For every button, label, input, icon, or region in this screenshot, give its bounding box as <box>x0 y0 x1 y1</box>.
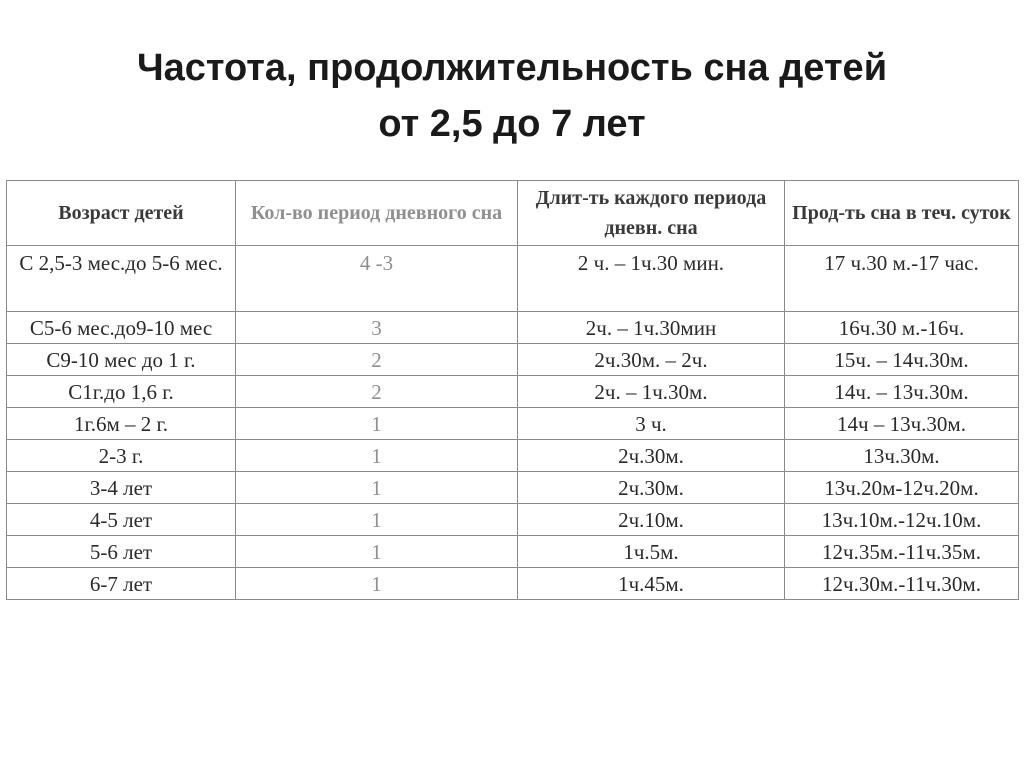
cell-age: 1г.6м – 2 г. <box>7 408 236 440</box>
cell-age: С 2,5-3 мес.до 5-6 мес. <box>7 246 236 312</box>
cell-age: 5-6 лет <box>7 536 236 568</box>
table-row <box>7 568 1019 600</box>
sleep-table-container <box>6 180 1018 600</box>
cell-nap-count: 1 <box>236 536 518 568</box>
cell-nap-duration: 2ч.30м. <box>518 472 785 504</box>
cell-age: 3-4 лет <box>7 472 236 504</box>
table-row <box>7 246 1019 312</box>
cell-nap-count: 2 <box>236 376 518 408</box>
table-row <box>7 440 1019 472</box>
cell-nap-duration: 3 ч. <box>518 408 785 440</box>
cell-daily-sleep: 15ч. – 14ч.30м. <box>785 344 1019 376</box>
cell-daily-sleep: 16ч.30 м.-16ч. <box>785 312 1019 344</box>
cell-nap-duration: 2ч.10м. <box>518 504 785 536</box>
title-line-1: Частота, продолжительность сна детей <box>136 47 888 89</box>
cell-daily-sleep: 17 ч.30 м.-17 час. <box>785 246 1019 312</box>
cell-nap-duration: 2ч.30м. – 2ч. <box>518 344 785 376</box>
header-nap-count: Кол-во период дневного сна <box>236 181 518 246</box>
cell-age: 6-7 лет <box>7 568 236 600</box>
cell-nap-duration: 1ч.45м. <box>518 568 785 600</box>
cell-nap-count: 3 <box>236 312 518 344</box>
cell-age: 4-5 лет <box>7 504 236 536</box>
cell-nap-count: 2 <box>236 344 518 376</box>
cell-daily-sleep: 14ч. – 13ч.30м. <box>785 376 1019 408</box>
table-row <box>7 408 1019 440</box>
cell-nap-count: 4 -3 <box>236 246 518 312</box>
cell-nap-count: 1 <box>236 472 518 504</box>
cell-daily-sleep: 13ч.20м-12ч.20м. <box>785 472 1019 504</box>
cell-nap-duration: 2ч.30м. <box>518 440 785 472</box>
title-line-2: от 2,5 до 7 лет <box>378 103 646 145</box>
cell-nap-count: 1 <box>236 568 518 600</box>
table-row <box>7 504 1019 536</box>
cell-daily-sleep: 12ч.30м.-11ч.30м. <box>785 568 1019 600</box>
cell-nap-duration: 2ч. – 1ч.30м. <box>518 376 785 408</box>
cell-age: 2-3 г. <box>7 440 236 472</box>
table-row <box>7 536 1019 568</box>
page-title <box>0 40 1024 152</box>
cell-age: С5-6 мес.до9-10 мес <box>7 312 236 344</box>
table-row <box>7 472 1019 504</box>
cell-nap-count: 1 <box>236 504 518 536</box>
table-row <box>7 312 1019 344</box>
cell-age: С9-10 мес до 1 г. <box>7 344 236 376</box>
cell-daily-sleep: 13ч.30м. <box>785 440 1019 472</box>
sleep-table <box>6 180 1019 600</box>
cell-age: С1г.до 1,6 г. <box>7 376 236 408</box>
cell-nap-count: 1 <box>236 408 518 440</box>
header-nap-duration: Длит-ть каждого периода дневн. сна <box>518 181 785 246</box>
cell-daily-sleep: 12ч.35м.-11ч.35м. <box>785 536 1019 568</box>
header-age: Возраст детей <box>7 181 236 246</box>
header-daily-sleep: Прод-ть сна в теч. суток <box>785 181 1019 246</box>
table-row <box>7 376 1019 408</box>
table-row <box>7 344 1019 376</box>
table-header-row <box>7 181 1019 246</box>
cell-nap-count: 1 <box>236 440 518 472</box>
cell-nap-duration: 1ч.5м. <box>518 536 785 568</box>
cell-nap-duration: 2ч. – 1ч.30мин <box>518 312 785 344</box>
cell-daily-sleep: 14ч – 13ч.30м. <box>785 408 1019 440</box>
cell-daily-sleep: 13ч.10м.-12ч.10м. <box>785 504 1019 536</box>
cell-nap-duration: 2 ч. – 1ч.30 мин. <box>518 246 785 312</box>
